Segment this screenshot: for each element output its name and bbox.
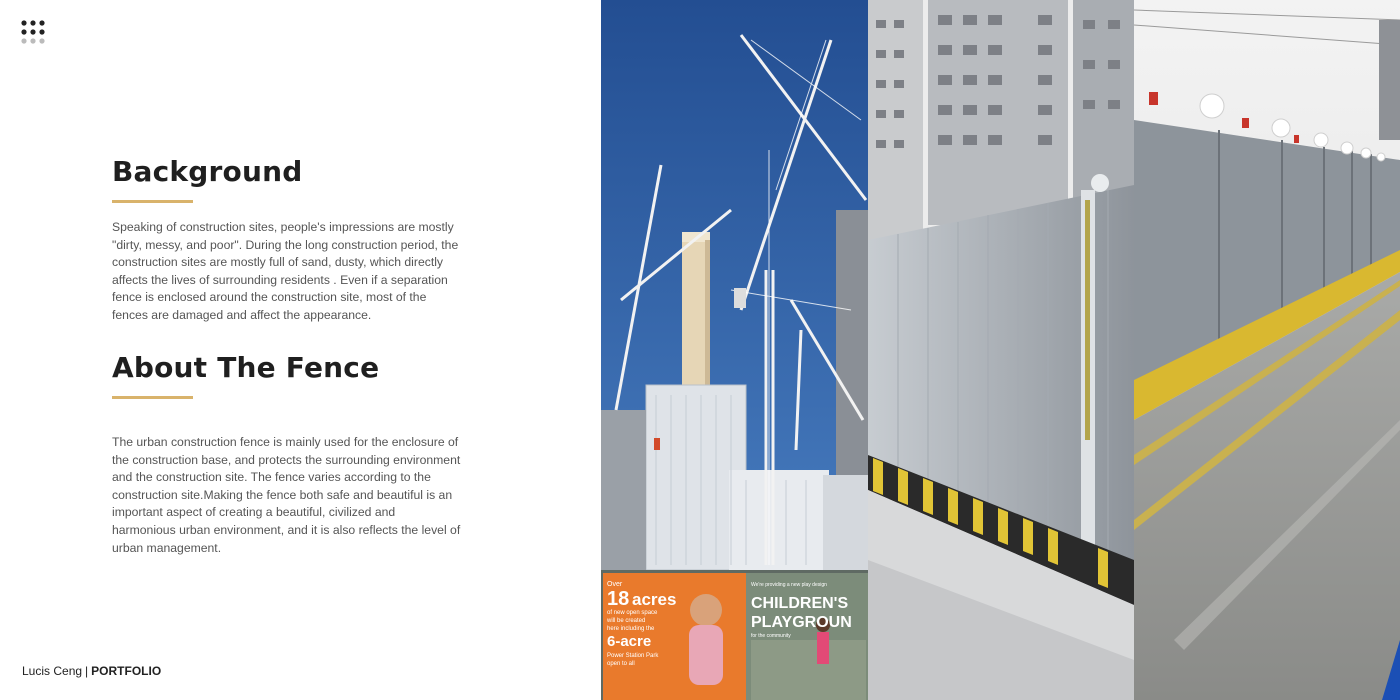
hoarding-acres: acres bbox=[632, 590, 677, 609]
about-fence-section bbox=[112, 351, 462, 557]
author-name: Lucis Ceng bbox=[22, 664, 83, 678]
grid-dots-icon[interactable] bbox=[21, 20, 47, 46]
heading-underline bbox=[112, 396, 193, 399]
grey-fence-photo bbox=[868, 0, 1134, 700]
background-heading: Background bbox=[112, 155, 303, 188]
heading-underline bbox=[112, 200, 193, 203]
playground-small-text: for the community bbox=[751, 633, 791, 639]
fence-with-lamps-photo bbox=[1134, 0, 1400, 700]
portfolio-label: PORTFOLIO bbox=[91, 664, 162, 678]
hoarding-line-1: of new open space bbox=[607, 610, 658, 616]
playground-top-text: We're providing a new play design bbox=[751, 582, 827, 588]
background-paragraph: Speaking of construction sites, people's impressions are mostly "dirty, messy, and poor". During the long construction period, the construction sites are mostly full of sand, dusty, which directly affects the lives of surrounding residents . Even if a separation fence is enclosed around the construction site, most of the fences are damaged and affect the appearance. bbox=[112, 220, 459, 322]
construction-cranes-photo bbox=[601, 0, 868, 700]
hoarding-bottom-2: open to all bbox=[607, 661, 635, 667]
playground-title-1: CHILDREN'S bbox=[751, 595, 849, 612]
hoarding-bottom-1: Power Station Park bbox=[607, 653, 659, 659]
footer-separator: | bbox=[85, 664, 89, 678]
playground-title-2: PLAYGROUN bbox=[751, 614, 852, 631]
footer-credit bbox=[22, 664, 161, 678]
about-fence-heading: About The Fence bbox=[112, 351, 380, 384]
background-section bbox=[112, 155, 462, 325]
hoarding-six-acre: 6-acre bbox=[607, 633, 652, 650]
hoarding-over-text: Over bbox=[607, 581, 623, 588]
hoarding-line-3: here including the bbox=[607, 626, 655, 632]
hoarding-line-2: will be created bbox=[607, 618, 646, 624]
hoarding-number: 18 bbox=[607, 588, 630, 610]
about-fence-paragraph: The urban construction fence is mainly used for the enclosure of the construction base, and protects the surrounding environment and the construction site. The fence varies according to the construction site.Making the fence both safe and beautiful is an important aspect of creating a beautiful, civilized and harmonious urban environment, and it is also reflects the level of urban management. bbox=[112, 435, 461, 555]
